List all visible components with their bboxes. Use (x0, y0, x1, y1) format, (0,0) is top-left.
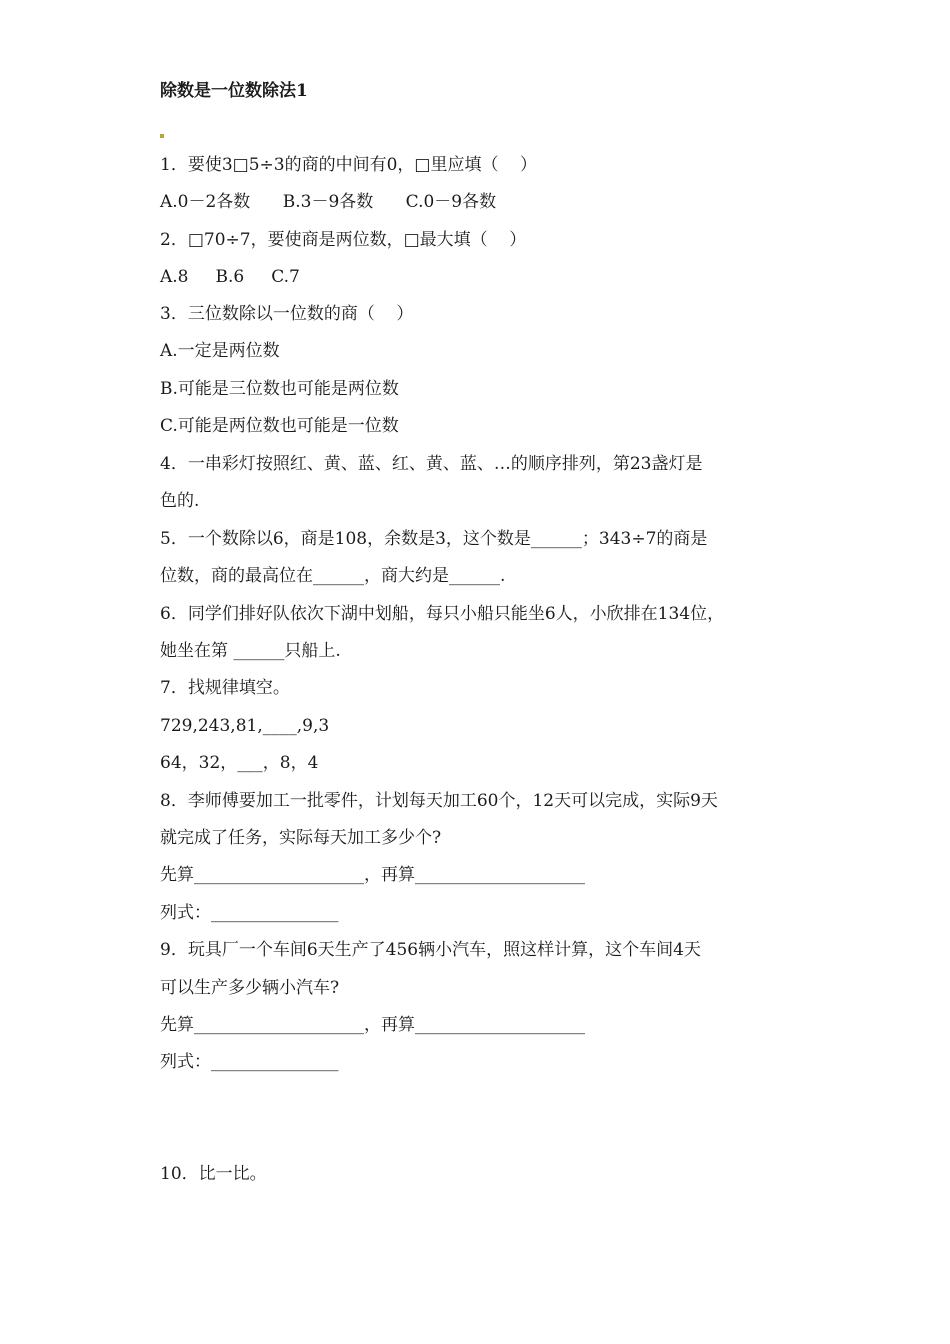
question-6-cont: 她坐在第 ______只船上. (160, 641, 341, 661)
page-title: 除数是一位数除法1 (160, 81, 308, 101)
question-8: 8．李师傅要加工一批零件，计划每天加工60个，12天可以完成，实际9天 (160, 791, 718, 811)
question-8-formula: 列式：_______________ (160, 903, 339, 923)
question-3-option-b: B.可能是三位数也可能是两位数 (160, 379, 399, 399)
question-9-steps: 先算____________________，再算____________________ (160, 1015, 585, 1035)
question-6: 6．同学们排好队依次下湖中划船，每只小船只能坐6人，小欣排在134位， (160, 604, 725, 624)
question-9: 9．玩具厂一个车间6天生产了456辆小汽车，照这样计算，这个车间4天 (160, 940, 701, 960)
question-1: 1．要使3□5÷3的商的中间有0，□里应填（ ） (160, 155, 538, 175)
question-3-option-a: A.一定是两位数 (160, 341, 280, 361)
question-8-cont: 就完成了任务，实际每天加工多少个? (160, 828, 442, 848)
question-1-options: A.0－2各数 B.3－9各数 C.0－9各数 (160, 192, 497, 212)
question-4: 4．一串彩灯按照红、黄、蓝、红、黄、蓝、…的顺序排列，第23盏灯是 (160, 454, 703, 474)
question-4-cont: 色的. (160, 491, 200, 511)
question-2: 2．□70÷7，要使商是两位数，□最大填（ ） (160, 230, 527, 250)
question-3: 3．三位数除以一位数的商（ ） (160, 304, 414, 324)
question-5: 5．一个数除以6，商是108，余数是3，这个数是______；343÷7的商是 (160, 529, 708, 549)
question-7: 7．找规律填空。 (160, 678, 290, 698)
question-7-seq-2: 64，32，___，8，4 (160, 753, 319, 773)
question-8-steps: 先算____________________，再算____________________ (160, 865, 585, 885)
question-7-seq-1: 729,243,81,____,9,3 (160, 716, 330, 736)
question-9-cont: 可以生产多少辆小汽车? (160, 978, 340, 998)
question-3-option-c: C.可能是两位数也可能是一位数 (160, 416, 399, 436)
bullet-mark (160, 134, 164, 138)
question-9-formula: 列式：_______________ (160, 1052, 339, 1072)
question-5-cont: 位数，商的最高位在______，商大约是______. (160, 566, 506, 586)
question-2-options: A.8 B.6 C.7 (160, 267, 300, 287)
question-10: 10．比一比。 (160, 1164, 267, 1184)
